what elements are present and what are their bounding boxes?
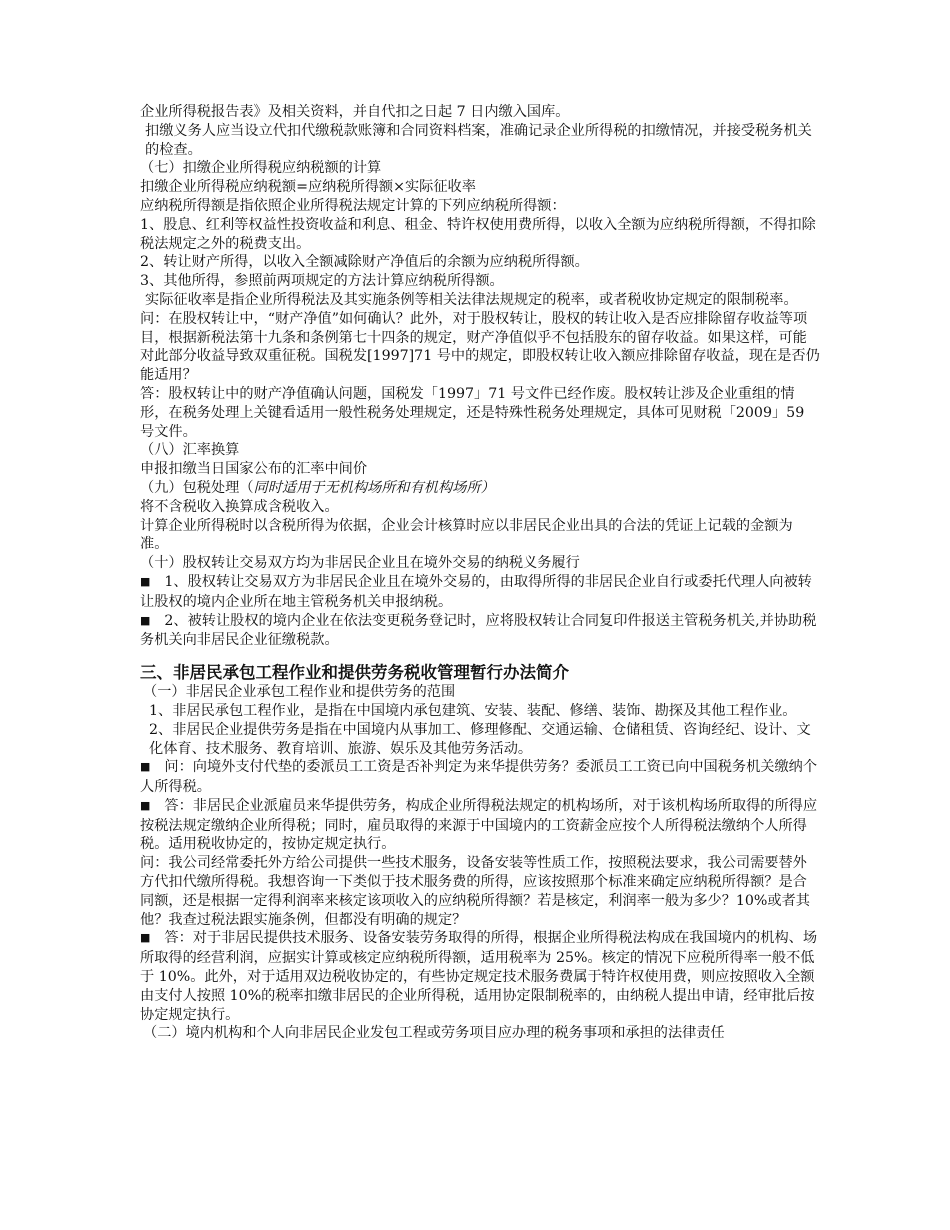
paragraph: （二）境内机构和个人向非居民企业发包工程或劳务项目应办理的税务事项和承担的法律责任 xyxy=(143,1025,725,1042)
bullet-paragraph: ■ 答：非居民企业派雇员来华提供劳务，构成企业所得税法规定的机构场所，对于该机构场所取得的所得应按税法规定缴纳企业所得税；同时，雇员取得的来源于中国境内的工资薪金应按个人所得税法缴纳个人所得税。适用税收协定的，按协定规定执行。 xyxy=(140,797,820,854)
paragraph: （一）非居民企业承包工程作业和提供劳务的范围 xyxy=(143,684,456,701)
paragraph: 扣缴企业所得税应纳税额=应纳税所得额×实际征收率 xyxy=(140,179,476,196)
paragraph: 应纳税所得额是指依照企业所得税法规定计算的下列应纳税所得额： xyxy=(140,197,566,214)
paragraph: 申报扣缴当日国家公布的汇率中间价 xyxy=(140,461,368,478)
paragraph: 3、其他所得，参照前两项规定的方法计算应纳税所得额。 xyxy=(140,273,504,290)
paragraph: 将不含税收入换算成含税收入。 xyxy=(140,498,339,515)
paragraph: 2、非居民企业提供劳务是指在中国境内从事加工、修理修配、交通运输、仓储租赁、咨询经纪、设计、文化体育、技术服务、教育培训、旅游、娱乐及其他劳务活动。 xyxy=(149,721,811,757)
bullet-paragraph: ■ 1、股权转让交易双方为非居民企业且在境外交易的，由取得所得的非居民企业自行或委托代理人向被转让股权的境内企业所在地主管税务机关申报纳税。 xyxy=(140,573,820,612)
paragraph: 问：在股权转让中，“财产净值”如何确认？此外，对于股权转让，股权的转让收入是否应排除留存收益等项目，根据新税法第十九条和条例第七十四条的规定，财产净值似乎不包括股东的留存收益。如果这样，可能对此部分收益导致双重征税。国税发[1997]71 号中的规定，即股权转让收入额应排除留存收益，现在是否仍能适用？ xyxy=(140,310,820,384)
paragraph: 2、转让财产所得，以收入全额减除财产净值后的余额为应纳税所得额。 xyxy=(140,254,589,271)
paragraph: 扣缴义务人应当设立代扣代缴税款账簿和合同资料档案，准确记录企业所得税的扣缴情况，并接受税务机关的检查。 xyxy=(145,122,812,158)
paragraph: 计算企业所得税时以含税所得为依据，企业会计核算时应以非居民企业出具的合法的凭证上记载的金额为准。 xyxy=(140,517,793,553)
paragraph: 问：我公司经常委托外方给公司提供一些技术服务，设备安装等性质工作，按照税法要求，我公司需要替外方代扣代缴所得税。我想咨询一下类似于技术服务费的所得，应该按照那个标准来确定应纳税所得额？是合同额，还是根据一定得利润率来核定该项收入的应纳税所得额？若是核定，利润率一般为多少？10%或者其他？我查过税法跟实施条例，但都没有明确的规定？ xyxy=(140,855,810,928)
bullet-paragraph: ■ 答：对于非居民提供技术服务、设备安装劳务取得的所得，根据企业所得税法构成在我国境内的机构、场所取得的经营利润，应据实计算或核定应纳税所得额，适用税率为 25%。核定的情况下应税所得率一般不低于 10%。此外，对于适用双边税收协定的，有些协定规定技术服务费属于特许权使用费，则应按照收入全额由支付人按照 10%的税率扣缴非居民的企业所得税，适用协定限制税率的，由纳税人提出申请，经审批后按协定规定执行。 xyxy=(140,929,820,1024)
bullet-paragraph: ■ 问：向境外支付代垫的委派员工工资是否补判定为来华提供劳务？委派员工工资已向中国税务机关缴纳个人所得税。 xyxy=(140,758,820,797)
paragraph: 企业所得税报告表》及相关资料，并自代扣之日起 7 日内缴入国库。 xyxy=(140,104,570,120)
paragraph: 1、股息、红利等权益性投资收益和利息、租金、特许权使用费所得，以收入全额为应纳税所得额，不得扣除税法规定之外的税费支出。 xyxy=(140,216,816,252)
paragraph-italic-text: 同时适用于无机构场所和有机构场所） xyxy=(253,479,495,496)
paragraph: （十）股权转让交易双方均为非居民企业且在境外交易的纳税义务履行 xyxy=(140,555,580,572)
paragraph: 实际征收率是指企业所得税法及其实施条例等相关法律法规规定的税率，或者税收协定规定的限制税率。 xyxy=(145,291,798,308)
document-page xyxy=(140,103,820,1043)
paragraph: 1、非居民承包工程作业，是指在中国境内承包建筑、安装、装配、修缮、装饰、勘探及其他工程作业。 xyxy=(149,702,797,719)
paragraph-text: （九）包税处理（ xyxy=(140,479,254,496)
section-heading: 三、非居民承包工程作业和提供劳务税收管理暂行办法简介 xyxy=(140,663,569,683)
paragraph: 答：股权转让中的财产净值确认问题，国税发「1997」71 号文件已经作废。股权转让涉及企业重组的情形，在税务处理上关键看适用一般性税务处理规定，还是特殊性税务处理规定，具体可见财税「2009」59 号文件。 xyxy=(140,385,805,440)
paragraph: （七）扣缴企业所得税应纳税额的计算 xyxy=(140,160,382,177)
paragraph: （八）汇率换算 xyxy=(140,442,240,459)
bullet-paragraph: ■ 2、被转让股权的境内企业在依法变更税务登记时，应将股权转让合同复印件报送主管税务机关,并协助税务机关向非居民企业征缴税款。 xyxy=(140,612,820,651)
paragraph xyxy=(140,479,820,498)
